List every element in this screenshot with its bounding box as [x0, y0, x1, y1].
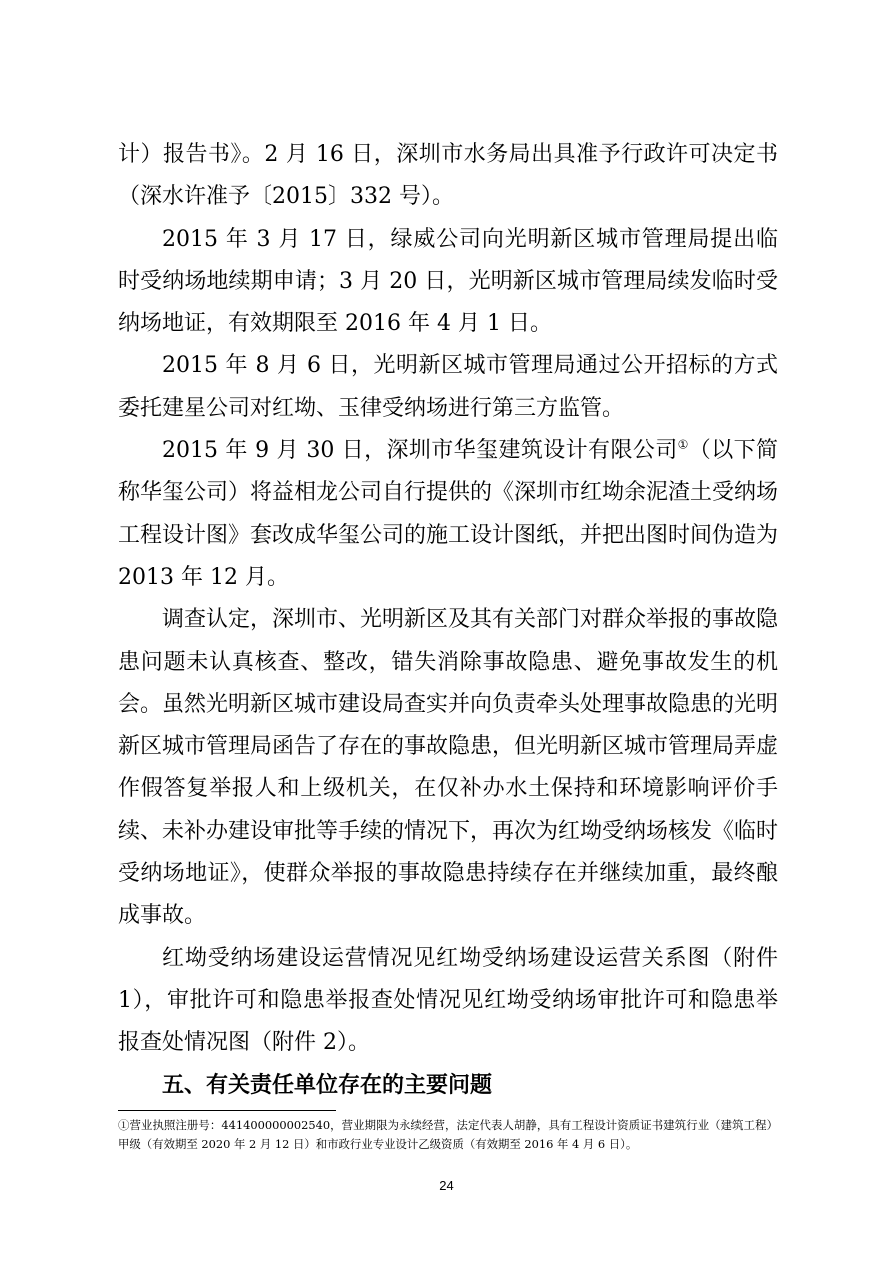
body-text	[118, 134, 778, 1107]
page-number: 24	[439, 1178, 454, 1193]
footnote: ①营业执照注册号：441400000002540，营业期限为永续经营，法定代表人胡静，具有工程设计资质证书建筑行业（建筑工程）甲级（有效期至 2020 年 2 月 12 日）和市政行业专业设计乙级资质（有效期至 2016 年 4 月 6 日）。	[118, 1118, 778, 1151]
paragraph-design-forgery-start: 2015 年 9 月 30 日，深圳市华玺建筑设计有限公司	[162, 438, 678, 464]
paragraph-design-forgery-end: （以下简称华玺公司）将益相龙公司自行提供的《深圳市红坳余泥渣土受纳场工程设计图》套改成华玺公司的施工设计图纸，并把出图时间伪造为 2013 年 12 月。	[118, 438, 779, 590]
paragraph-design-forgery	[118, 430, 778, 599]
paragraph-third-party-supervision: 2015 年 8 月 6 日，光明新区城市管理局通过公开招标的方式委托建星公司对红坳、玉律受纳场进行第三方监管。	[118, 353, 778, 421]
footnote-reference-mark: ①	[677, 437, 689, 452]
footnote-divider	[118, 1110, 336, 1111]
paragraph-attachments-reference: 红坳受纳场建设运营情况见红坳受纳场建设运营关系图（附件 1），审批许可和隐患举报查处情况见红坳受纳场审批许可和隐患举报查处情况图（附件 2）。	[118, 945, 778, 1056]
paragraph-site-renewal: 2015 年 3 月 17 日，绿威公司向光明新区城市管理局提出临时受纳场地续期申请；3 月 20 日，光明新区城市管理局续发临时受纳场地证，有效期限至 2016 年 4 月 1 日。	[118, 226, 778, 337]
paragraph-permit-decision: 计）报告书》。2 月 16 日，深圳市水务局出具准予行政许可决定书（深水许准予〔2015〕332 号）。	[118, 142, 778, 210]
paragraph-investigation-finding: 调查认定，深圳市、光明新区及其有关部门对群众举报的事故隐患问题未认真核查、整改，错失消除事故隐患、避免事故发生的机会。虽然光明新区城市建设局查实并向负责牵头处理事故隐患的光明新区城市管理局函告了存在的事故隐患，但光明新区城市管理局弄虚作假答复举报人和上级机关，在仅补办水土保持和环境影响评价手续、未补办建设审批等手续的情况下，再次为红坳受纳场核发《临时受纳场地证》，使群众举报的事故隐患持续存在并继续加重，最终酿成事故。	[118, 607, 779, 929]
section-heading: 五、有关责任单位存在的主要问题	[162, 1072, 493, 1098]
